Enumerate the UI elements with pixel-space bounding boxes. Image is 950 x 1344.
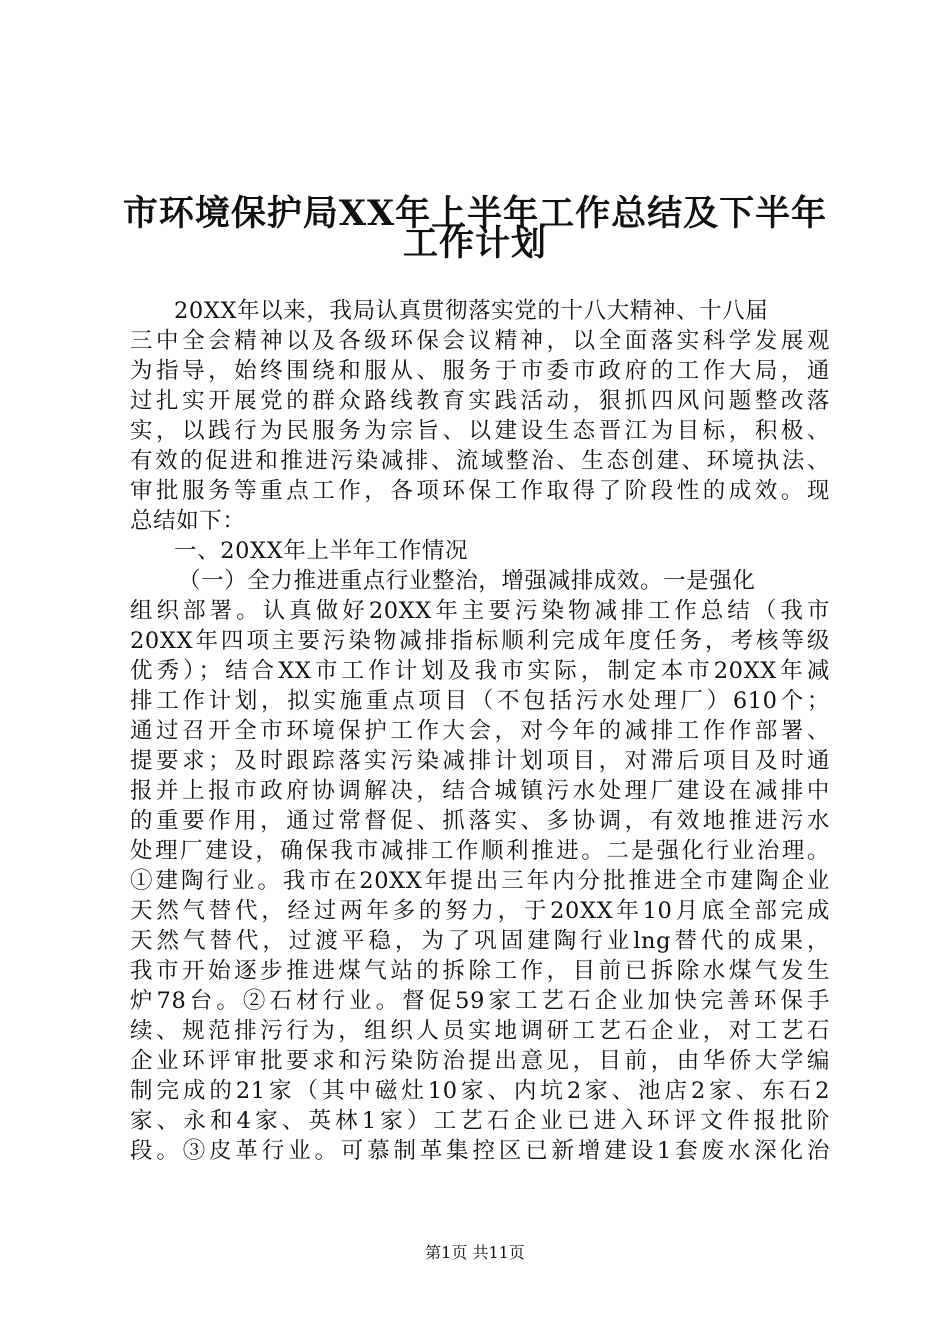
document-title-line-2: 工作计划 xyxy=(402,223,547,264)
body-line: 组织部署。认真做好20XX年主要污染物减排工作总结（我市 xyxy=(130,598,830,624)
body-line: 排工作计划，拟实施重点项目（不包括污水处理厂）610个； xyxy=(130,688,830,714)
body-line: 的重要作用，通过常督促、抓落实、多协调，有效地推进污水 xyxy=(130,808,830,834)
body-line: ①建陶行业。我市在20XX年提出三年内分批推进全市建陶企业 xyxy=(130,868,830,894)
body-line: 续、规范排污行为，组织人员实地调研工艺石企业，对工艺石 xyxy=(130,1018,830,1044)
body-line: 天然气替代，经过两年多的努力，于20XX年10月底全部完成 xyxy=(130,898,830,924)
body-line: 天然气替代，过渡平稳，为了巩固建陶行业lng替代的成果， xyxy=(130,928,830,954)
body-line: 过扎实开展党的群众路线教育实践活动，狠抓四风问题整改落 xyxy=(130,388,830,414)
body-line: 段。③皮革行业。可慕制革集控区已新增建设1套废水深化治 xyxy=(130,1138,830,1164)
body-line: 总结如下： xyxy=(130,508,246,534)
body-line: 实，以践行为民服务为宗旨、以建设生态晋江为目标，积极、 xyxy=(130,418,830,444)
body-line: 家、永和4家、英林1家）工艺石企业已进入环评文件报批阶 xyxy=(130,1108,830,1134)
document-title-line-1: 市环境保护局XX年上半年工作总结及下半年 xyxy=(122,193,828,234)
document-body xyxy=(130,296,830,1166)
body-line: 三中全会精神以及各级环保会议精神，以全面落实科学发展观 xyxy=(130,328,830,354)
body-line: 制完成的21家（其中磁灶10家、内坑2家、池店2家、东石2 xyxy=(130,1078,830,1104)
body-line: 提要求；及时跟踪落实污染减排计划项目，对滞后项目及时通 xyxy=(130,748,830,774)
body-line: 企业环评审批要求和污染防治提出意见，目前，由华侨大学编 xyxy=(130,1048,830,1074)
body-line: 我市开始逐步推进煤气站的拆除工作，目前已拆除水煤气发生 xyxy=(130,958,830,984)
body-line: 炉78台。②石材行业。督促59家工艺石企业加快完善环保手 xyxy=(130,988,830,1014)
body-line: 处理厂建设，确保我市减排工作顺利推进。二是强化行业治理。 xyxy=(130,838,830,864)
section-heading: 一、20XX年上半年工作情况 xyxy=(174,538,469,564)
body-line: 优秀）；结合XX市工作计划及我市实际，制定本市20XX年减 xyxy=(130,658,830,684)
body-line: 20XX年以来，我局认真贯彻落实党的十八大精神、十八届 xyxy=(174,298,769,324)
subsection-heading: （一）全力推进重点行业整治，增强减排成效。一是强化 xyxy=(178,568,756,594)
body-line: 有效的促进和推进污染减排、流域整治、生态创建、环境执法、 xyxy=(130,448,830,474)
body-line: 报并上报市政府协调解决，结合城镇污水处理厂建设在减排中 xyxy=(130,778,830,804)
body-line: 审批服务等重点工作，各项环保工作取得了阶段性的成效。现 xyxy=(130,478,830,504)
body-line: 20XX年四项主要污染物减排指标顺利完成年度任务，考核等级 xyxy=(130,628,830,654)
body-line: 为指导，始终围绕和服从、服务于市委市政府的工作大局，通 xyxy=(130,358,830,384)
body-line: 通过召开全市环境保护工作大会，对今年的减排工作作部署、 xyxy=(130,718,830,744)
page-footer: 第1页 共11页 xyxy=(425,1243,525,1262)
